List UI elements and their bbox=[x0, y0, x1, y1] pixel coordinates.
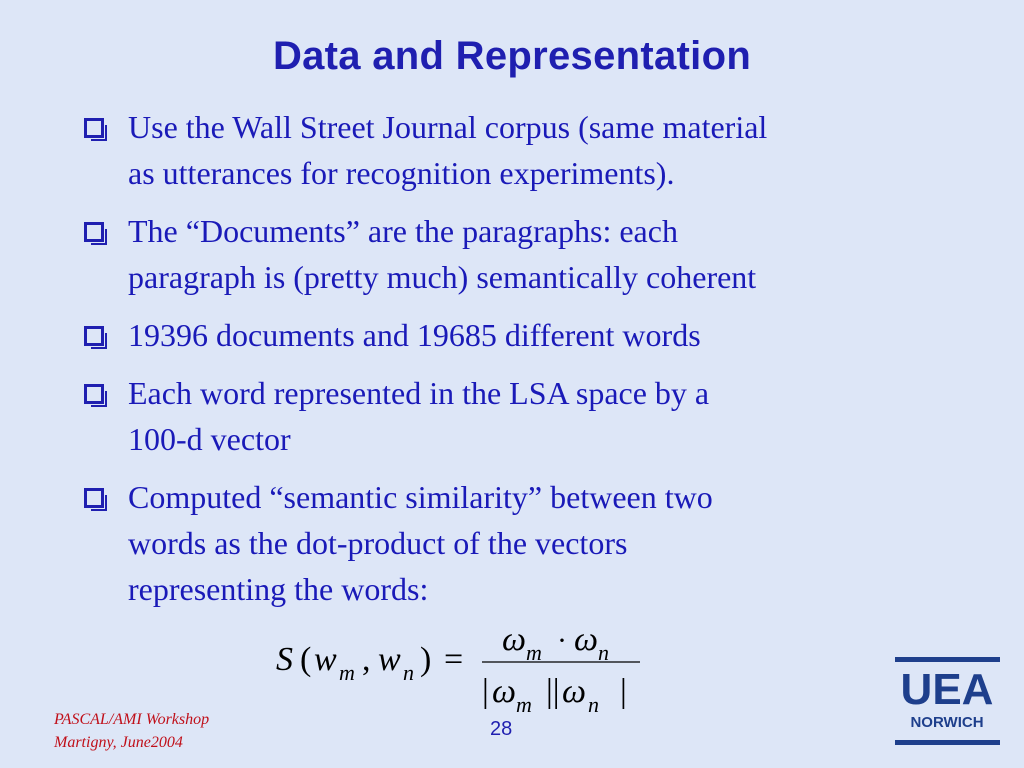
bullet-line: Computed “semantic similarity” between two bbox=[128, 479, 713, 515]
bullet-line: The “Documents” are the paragraphs: each bbox=[128, 213, 678, 249]
bullet-line: Use the Wall Street Journal corpus (same material bbox=[128, 109, 768, 145]
bullet-item bbox=[82, 474, 962, 612]
formula-paren: ( bbox=[300, 641, 312, 678]
bullet-line: 100-d vector bbox=[128, 421, 291, 457]
formula-bar: | bbox=[620, 673, 627, 710]
formula-symbol: S bbox=[276, 641, 293, 678]
formula-dot: · bbox=[557, 624, 567, 657]
formula-subscript: m bbox=[526, 640, 542, 665]
formula-paren: ) bbox=[420, 641, 432, 678]
formula-bar: | bbox=[482, 673, 489, 710]
bullet-line: representing the words: bbox=[128, 571, 429, 607]
checkbox-square-icon bbox=[84, 488, 104, 508]
formula-symbol: ω bbox=[562, 673, 587, 710]
bullet-line: as utterances for recognition experiments). bbox=[128, 155, 675, 191]
formula-symbol: w bbox=[378, 641, 401, 678]
bullet-item bbox=[82, 312, 962, 358]
bullet-list bbox=[82, 104, 962, 624]
checkbox-square-icon bbox=[84, 118, 104, 138]
checkbox-square-icon bbox=[84, 326, 104, 346]
formula-subscript: m bbox=[516, 692, 532, 717]
formula-subscript: n bbox=[403, 660, 414, 685]
footer-workshop bbox=[54, 708, 209, 754]
formula-symbol: ω bbox=[502, 621, 527, 658]
formula-symbol: w bbox=[314, 641, 337, 678]
footer-line: PASCAL/AMI Workshop bbox=[54, 711, 210, 728]
logo-bottom-text: NORWICH bbox=[910, 714, 984, 731]
bullet-line: words as the dot-product of the vectors bbox=[128, 525, 628, 561]
bullet-line: 19396 documents and 19685 different words bbox=[128, 317, 701, 353]
formula-equals: = bbox=[444, 641, 464, 678]
checkbox-square-icon bbox=[84, 384, 104, 404]
formula-subscript: n bbox=[588, 692, 599, 717]
slide-title: Data and Representation bbox=[272, 34, 752, 78]
formula-symbol: ω bbox=[492, 673, 517, 710]
bullet-line: Each word represented in the LSA space by a bbox=[128, 375, 710, 411]
page-number: 28 bbox=[490, 718, 513, 740]
formula-bar: || bbox=[546, 673, 560, 710]
logo-top-text: UEA bbox=[900, 665, 994, 714]
bullet-line: paragraph is (pretty much) semantically coherent bbox=[128, 259, 757, 295]
formula-subscript: m bbox=[339, 660, 355, 685]
similarity-formula bbox=[270, 618, 650, 728]
bullet-item bbox=[82, 104, 962, 196]
uea-logo-icon bbox=[895, 657, 1000, 745]
formula-comma: , bbox=[362, 641, 371, 678]
formula-subscript: n bbox=[598, 640, 609, 665]
bullet-item bbox=[82, 370, 962, 462]
bullet-item bbox=[82, 208, 962, 300]
footer-line: Martigny, June2004 bbox=[54, 734, 183, 751]
formula-symbol: ω bbox=[574, 621, 599, 658]
checkbox-square-icon bbox=[84, 222, 104, 242]
